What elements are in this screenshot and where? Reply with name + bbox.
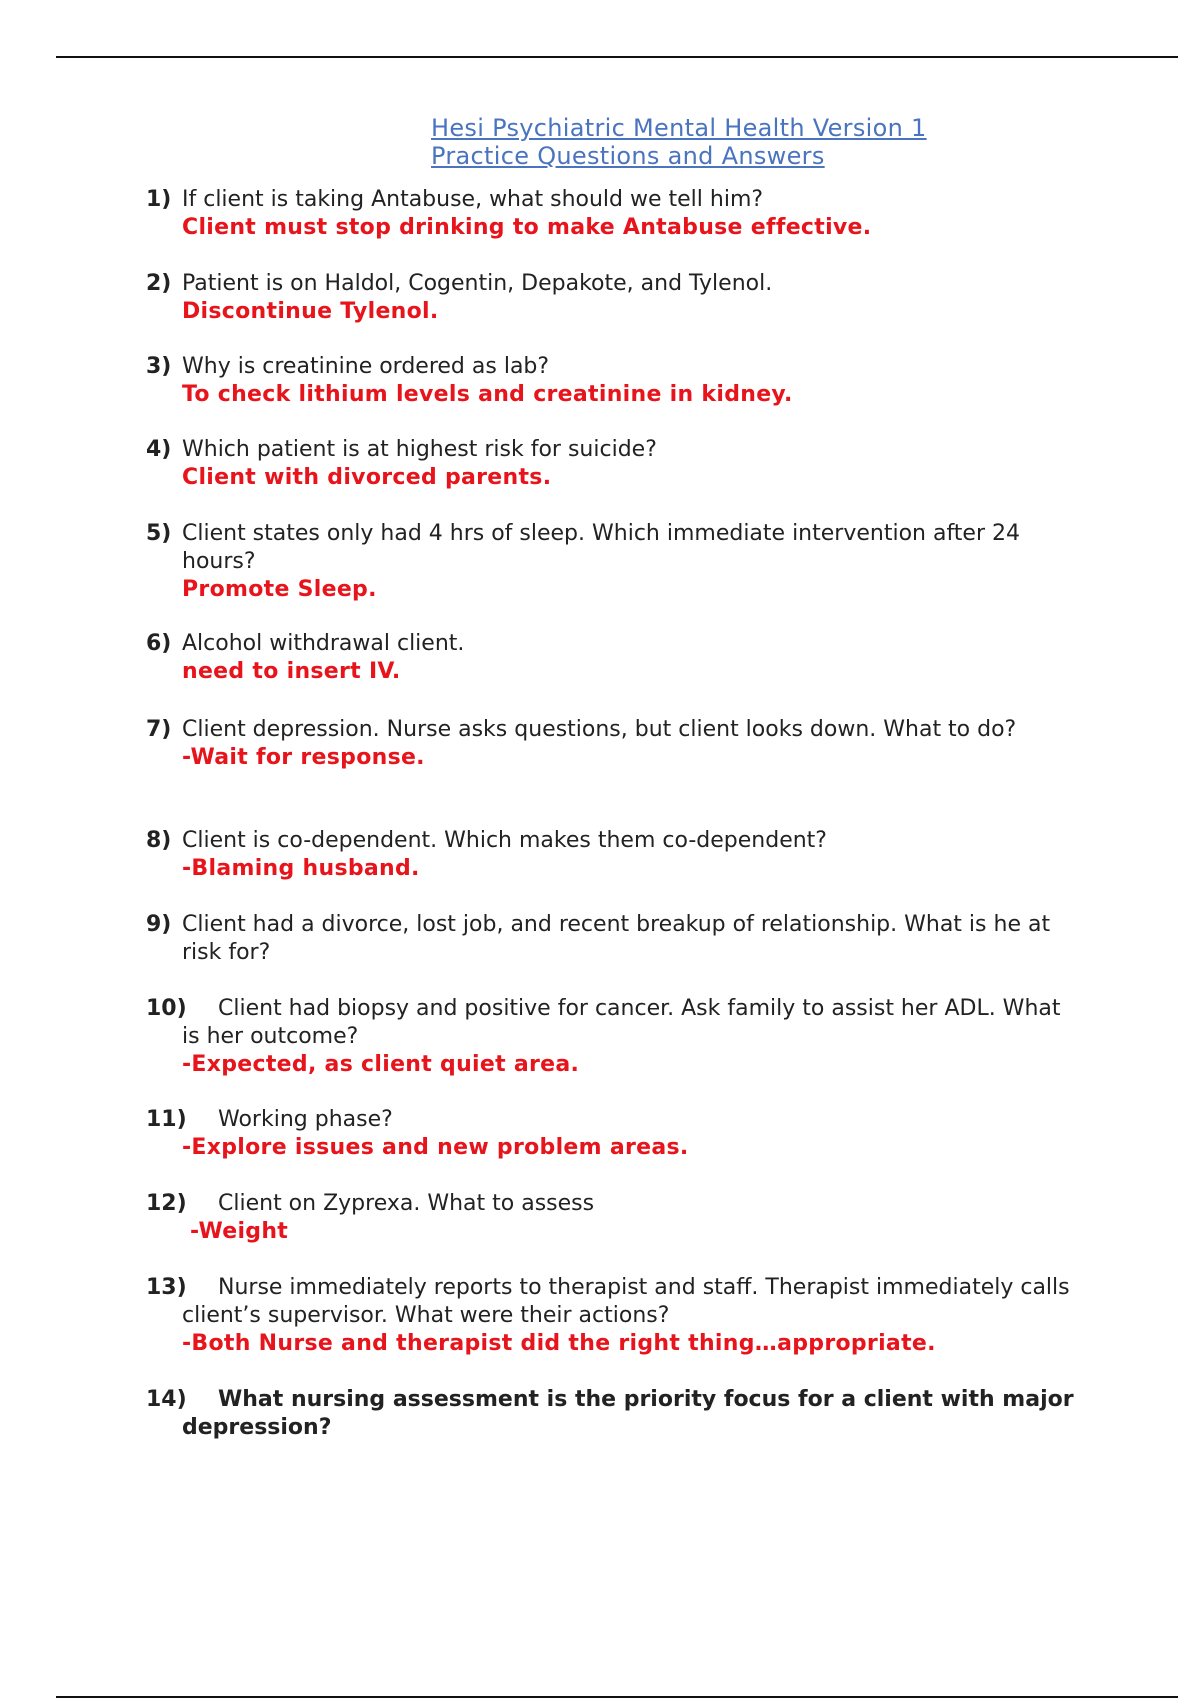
question-number: 6) xyxy=(146,631,172,656)
question-text: Why is creatinine ordered as lab? xyxy=(182,354,550,379)
answer-text: -Wait for response. xyxy=(182,745,425,770)
question-item xyxy=(146,995,1076,1079)
question-number: 5) xyxy=(146,521,172,546)
answer-text: -Both Nurse and therapist did the right thing…appropriate. xyxy=(182,1331,936,1356)
question-number: 8) xyxy=(146,828,172,853)
answer-text: -Blaming husband. xyxy=(182,856,420,881)
question-item xyxy=(146,520,1076,604)
title-line-1[interactable]: Hesi Psychiatric Mental Health Version 1 xyxy=(431,114,927,142)
question-text: Client had biopsy and positive for cancer. Ask family to assist her ADL. What is her outcome? xyxy=(182,996,1061,1049)
question-number: 12) xyxy=(146,1191,187,1216)
question-item xyxy=(146,716,1076,772)
top-rule xyxy=(56,56,1178,58)
document-title[interactable] xyxy=(431,114,927,170)
question-text: Working phase? xyxy=(218,1107,393,1132)
question-number: 11) xyxy=(146,1107,187,1132)
question-number: 1) xyxy=(146,187,172,212)
question-text: Patient is on Haldol, Cogentin, Depakote, and Tylenol. xyxy=(182,271,773,296)
answer-text: Client must stop drinking to make Antabuse effective. xyxy=(182,215,872,240)
question-text: Client is co-dependent. Which makes them co-dependent? xyxy=(182,828,827,853)
question-item xyxy=(146,436,1076,492)
question-number: 7) xyxy=(146,717,172,742)
question-text: Nurse immediately reports to therapist and staff. Therapist immediately calls client’s supervisor. What were their actions? xyxy=(182,1275,1070,1328)
question-item xyxy=(146,186,1076,242)
question-item xyxy=(146,270,1076,326)
question-number: 2) xyxy=(146,271,172,296)
question-text: Client on Zyprexa. What to assess xyxy=(218,1191,595,1216)
title-line-2[interactable]: Practice Questions and Answers xyxy=(431,142,825,170)
question-item xyxy=(146,1274,1076,1358)
question-item xyxy=(146,1190,1076,1246)
question-text: Client had a divorce, lost job, and recent breakup of relationship. What is he at risk for? xyxy=(182,912,1051,965)
question-text: If client is taking Antabuse, what should we tell him? xyxy=(182,187,764,212)
question-text: What nursing assessment is the priority focus for a client with major depression? xyxy=(182,1387,1074,1440)
answer-text: Discontinue Tylenol. xyxy=(182,299,439,324)
question-number: 13) xyxy=(146,1275,187,1300)
question-text: Alcohol withdrawal client. xyxy=(182,631,465,656)
question-item xyxy=(146,630,1076,686)
answer-text: need to insert IV. xyxy=(182,659,401,684)
question-text: Which patient is at highest risk for suicide? xyxy=(182,437,657,462)
answer-text: To check lithium levels and creatinine in kidney. xyxy=(182,382,793,407)
answer-text: Promote Sleep. xyxy=(182,577,377,602)
question-item xyxy=(146,1106,1076,1162)
question-number: 3) xyxy=(146,354,172,379)
question-text: Client depression. Nurse asks questions, but client looks down. What to do? xyxy=(182,717,1017,742)
answer-text: Client with divorced parents. xyxy=(182,465,552,490)
answer-text: -Explore issues and new problem areas. xyxy=(182,1135,689,1160)
question-number: 10) xyxy=(146,996,187,1021)
question-number: 4) xyxy=(146,437,172,462)
answer-text: -Expected, as client quiet area. xyxy=(182,1052,580,1077)
question-item xyxy=(146,1386,1076,1442)
answer-text: -Weight xyxy=(190,1219,289,1244)
question-number: 9) xyxy=(146,912,172,937)
bottom-rule xyxy=(56,1696,1178,1698)
question-item xyxy=(146,827,1076,883)
question-text: Client states only had 4 hrs of sleep. Which immediate intervention after 24 hours? xyxy=(182,521,1020,574)
question-item xyxy=(146,353,1076,409)
question-number: 14) xyxy=(146,1387,187,1412)
question-item xyxy=(146,911,1076,967)
